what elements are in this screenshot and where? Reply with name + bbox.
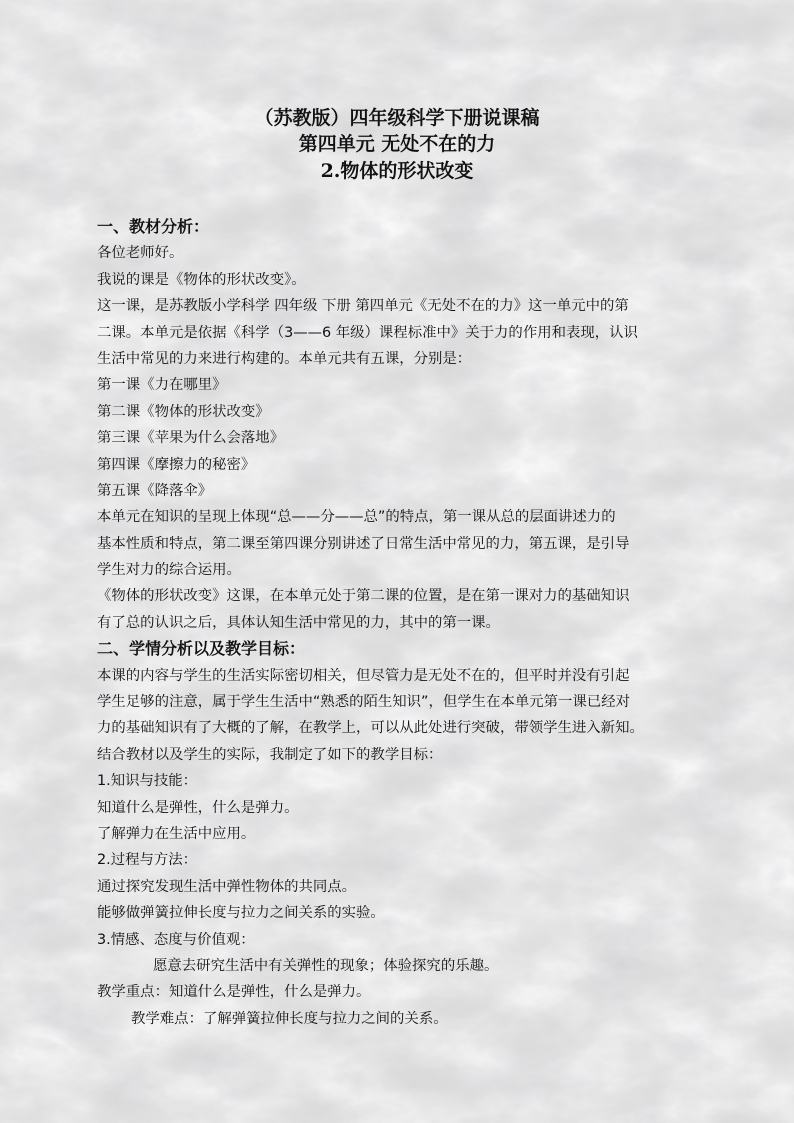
body-line: 第五课《降落伞》 xyxy=(97,482,213,499)
document-title: （苏教版）四年级科学下册说课稿 xyxy=(254,107,540,129)
body-line: 有了总的认识之后，具体认知生活中常见的力，其中的第一课。 xyxy=(97,614,500,631)
section-heading: 一、教材分析： xyxy=(97,217,210,236)
body-line: 1.知识与技能： xyxy=(97,773,198,790)
body-line: 《物体的形状改变》这课，在本单元处于第二课的位置，是在第一课对力的基础知识 xyxy=(97,588,630,605)
body-line: 了解弹力在生活中应用。 xyxy=(97,825,256,842)
body-line: 这一课，是苏教版小学科学 四年级 下册 第四单元《无处不在的力》这一单元中的第 xyxy=(97,298,629,315)
body-line: 教学难点：了解弹簧拉伸长度与拉力之间的关系。 xyxy=(131,1010,448,1027)
body-line: 知道什么是弹性，什么是弹力。 xyxy=(97,799,299,816)
body-line: 二课。本单元是依据《科学（3——6 年级）课程标准中》关于力的作用和表现，认识 xyxy=(97,324,638,341)
section-heading: 二、学情分析以及教学目标： xyxy=(97,639,306,659)
body-line: 结合教材以及学生的实际，我制定了如下的教学目标： xyxy=(97,746,443,763)
body-line: 愿意去研究生活中有关弹性的现象；体验探究的乐趣。 xyxy=(153,957,499,974)
body-line: 基本性质和特点，第二课至第四课分别讲述了日常生活中常见的力，第五课，是引导 xyxy=(97,535,630,552)
body-line: 通过探究发现生活中弹性物体的共同点。 xyxy=(97,878,357,895)
body-line: 第二课《物体的形状改变》 xyxy=(97,403,270,420)
body-line: 各位老师好。 xyxy=(97,245,184,262)
body-line: 能够做弹簧拉伸长度与拉力之间关系的实验。 xyxy=(97,905,385,922)
body-line: 本单元在知识的呈现上体现“总——分——总”的特点，第一课从总的层面讲述力的 xyxy=(97,509,616,526)
body-line: 第四课《摩擦力的秘密》 xyxy=(97,456,256,473)
body-line: 教学重点：知道什么是弹性，什么是弹力。 xyxy=(97,984,371,1001)
body-line: 学生足够的注意，属于学生生活中“熟悉的陌生知识”，但学生在本单元第一课已经对 xyxy=(97,694,630,711)
body-line: 我说的课是《物体的形状改变》。 xyxy=(97,271,306,288)
lesson-title: 2.物体的形状改变 xyxy=(320,160,474,182)
body-line: 第一课《力在哪里》 xyxy=(97,377,227,394)
body-line: 学生对力的综合运用。 xyxy=(97,562,241,579)
body-line: 本课的内容与学生的生活实际密切相关，但尽管力是无处不在的，但平时并没有引起 xyxy=(97,667,630,684)
unit-title: 第四单元 无处不在的力 xyxy=(298,133,496,155)
body-line: 力的基础知识有了大概的了解，在教学上，可以从此处进行突破，带领学生进入新知。 xyxy=(97,720,644,737)
body-text xyxy=(97,214,697,1032)
body-line: 2.过程与方法： xyxy=(97,852,198,869)
body-line: 3.情感、态度与价值观： xyxy=(97,931,255,948)
body-line: 第三课《苹果为什么会落地》 xyxy=(97,430,285,447)
body-line: 生活中常见的力来进行构建的。本单元共有五课，分别是： xyxy=(97,350,472,367)
